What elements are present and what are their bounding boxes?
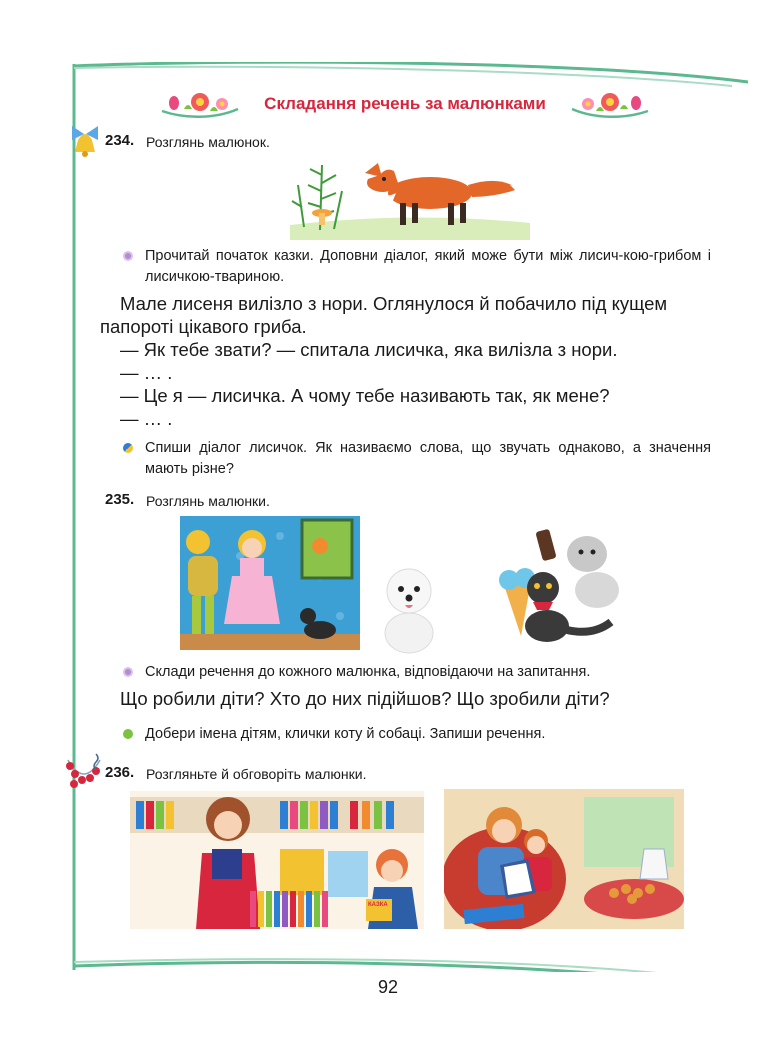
flower-ornament-left-icon [160,89,240,119]
section-title-row [160,88,650,120]
task-text: Прочитай початок казки. Доповни діалог, який може бути між лисич-кою-грибом і лисичкою-твариною. [145,248,711,285]
story-line: папороті цікавого гриба. [100,316,307,337]
questions-text: Що робили діти? Хто до них підійшов? Що зробили діти? [120,688,610,709]
task-text: Спиши діалог лисичок. Як називаємо слова, що звучать однаково, а значення мають різне? [145,440,711,477]
task-text: Склади речення до кожного малюнка, відповідаючи на запитання. [145,664,591,680]
dialog-line: — Як тебе звати? — спитала лисичка, яка вилізла з нори. [120,339,618,360]
page-title: Складання речень за малюнками [264,94,546,113]
beads-icon [62,752,106,792]
exercise-instruction: Розглянь малюнок. [146,134,270,150]
cat-dog-icecream-illustration [493,526,627,654]
exercise-instruction: Розглянь малюнки. [146,493,270,509]
fox-illustration [290,155,530,240]
story-text [100,292,712,430]
dialog-line: — … . [120,362,173,383]
flower-ornament-right-icon [570,89,650,119]
book-label: КАЗКА [368,902,388,908]
story-line: Мале лисеня вилізло з нори. Оглянулося й побачило під кущем [120,293,668,314]
task-bullet-icon [123,729,133,739]
task-bullet-icon [123,443,133,453]
task-text: Добери імена дітям, клички коту й собаці. Запиши речення. [145,726,546,742]
page-number: 92 [377,977,399,997]
task-bullet-icon [123,667,133,677]
dialog-line: — Це я — лисичка. А чому тебе називають так, як мене? [120,385,610,406]
dialog-line: — … . [120,408,173,429]
children-illustration [180,516,360,650]
reading-illustration [444,789,684,929]
exercise-number: 234. [105,132,135,149]
bookstore-illustration [130,791,424,929]
exercise-number: 235. [105,491,135,508]
exercise-number: 236. [105,764,135,781]
white-dog-illustration [376,563,442,655]
bell-icon [64,120,106,162]
task-bullet-icon [123,251,133,261]
exercise-instruction: Розгляньте й обговоріть малюнки. [146,766,367,782]
